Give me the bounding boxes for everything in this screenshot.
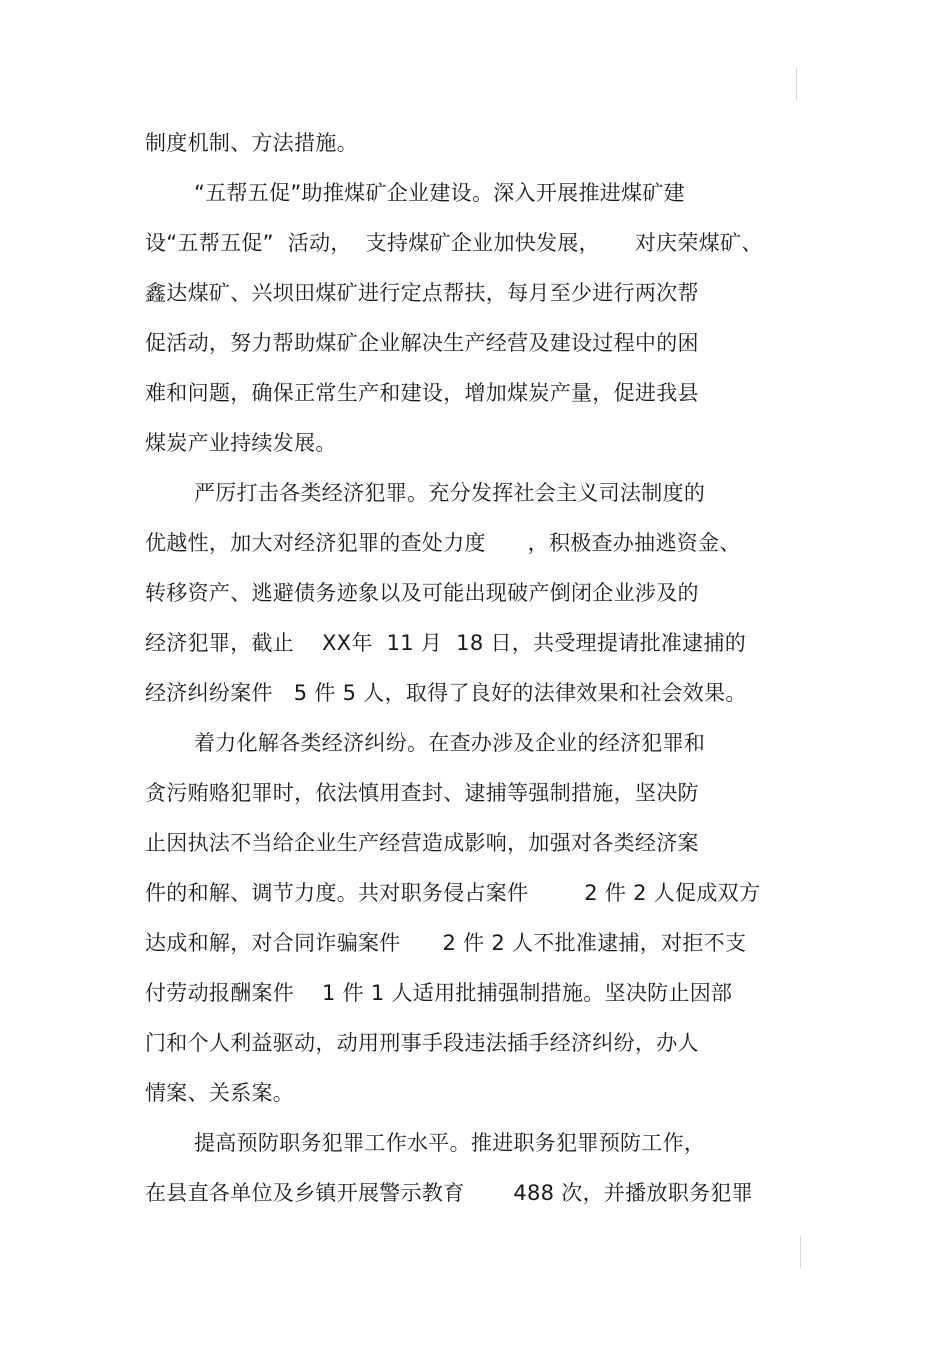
- top-right-margin-mark: [796, 68, 797, 100]
- text-line: 优越性，加大对经济犯罪的查处力度 ，积极查办抽逃资金、: [145, 531, 741, 555]
- text-line: 在县直各单位及乡镇开展警示教育 488 次，并播放职务犯罪: [145, 1181, 753, 1205]
- text-line: 经济纠纷案件 5 件 5 人，取得了良好的法律效果和社会效果。: [145, 681, 747, 705]
- text-line: 付劳动报酬案件 1 件 1 人适用批捕强制措施。坚决防止因部: [145, 981, 733, 1005]
- paragraph-heading-line: “五帮五促”助推煤矿企业建设。深入开展推进煤矿建: [194, 181, 685, 205]
- text-line: 经济犯罪，截止 XX年 11 月 18 日，共受理提请批准逮捕的: [145, 631, 747, 655]
- text-line: 转移资产、逃避债务迹象以及可能出现破产倒闭企业涉及的: [145, 581, 699, 605]
- paragraph-heading-line: 着力化解各类经济纠纷。在查办涉及企业的经济犯罪和: [194, 731, 706, 755]
- text-line: 促活动，努力帮助煤矿企业解决生产经营及建设过程中的困: [145, 331, 699, 355]
- text-line: 情案、关系案。: [145, 1081, 295, 1105]
- bottom-right-margin-mark: [800, 1236, 801, 1268]
- text-line: 止因执法不当给企业生产经营造成影响，加强对各类经济案: [145, 831, 699, 855]
- text-line: 制度机制、方法措施。: [145, 131, 358, 155]
- text-line: 达成和解，对合同诈骗案件 2 件 2 人不批准逮捕，对拒不支: [145, 931, 747, 955]
- text-line: 煤炭产业持续发展。: [145, 431, 337, 455]
- paragraph-heading-line: 提高预防职务犯罪工作水平。推进职务犯罪预防工作，: [194, 1131, 706, 1155]
- text-line: 贪污贿赂犯罪时，依法慎用查封、逮捕等强制措施，坚决防: [145, 781, 699, 805]
- text-line: 设“五帮五促” 活动， 支持煤矿企业加快发展， 对庆荣煤矿、: [145, 231, 763, 255]
- text-line: 鑫达煤矿、兴坝田煤矿进行定点帮扶，每月至少进行两次帮: [145, 281, 699, 305]
- text-line: 难和问题，确保正常生产和建设，增加煤炭产量，促进我县: [145, 381, 699, 405]
- paragraph-heading-line: 严厉打击各类经济犯罪。充分发挥社会主义司法制度的: [194, 481, 706, 505]
- text-line: 门和个人利益驱动，动用刑事手段违法插手经济纠纷，办人: [145, 1031, 699, 1055]
- text-line: 件的和解、调节力度。共对职务侵占案件 2 件 2 人促成双方: [145, 881, 761, 905]
